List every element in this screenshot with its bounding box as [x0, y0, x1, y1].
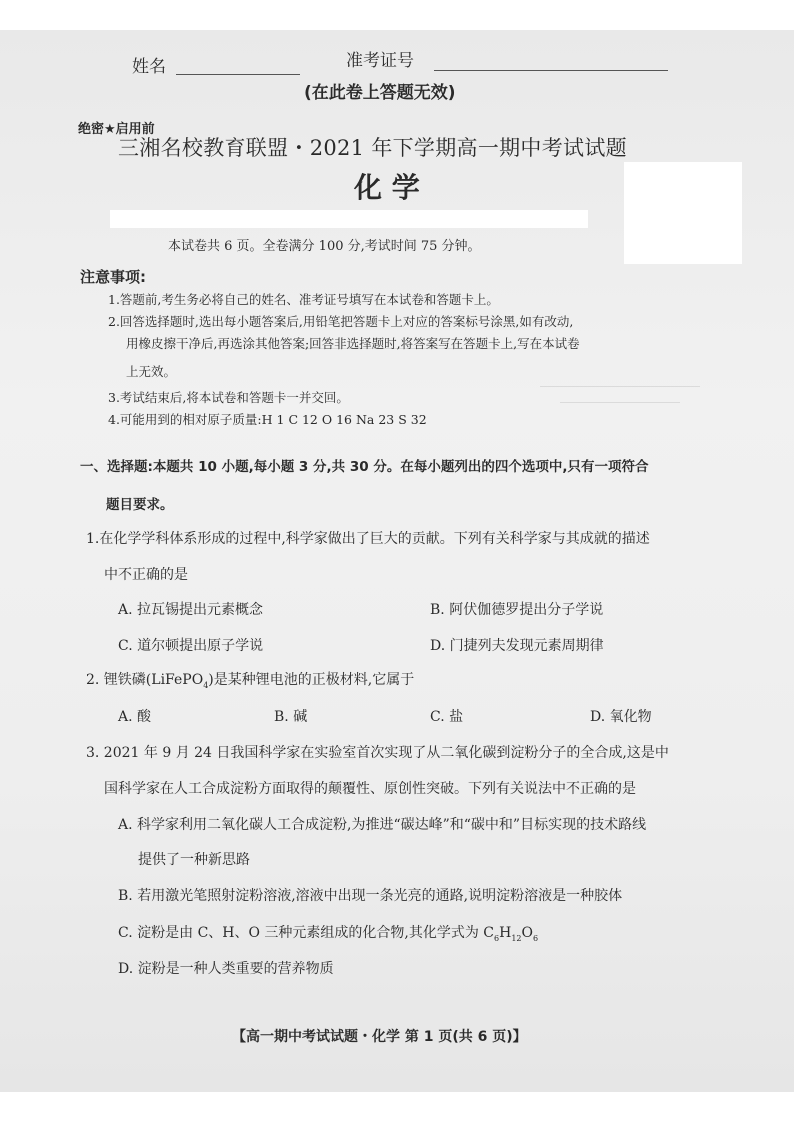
formula-subscript: 6 — [494, 933, 500, 943]
q1-stem: 1.在化学学科体系形成的过程中,科学家做出了巨大的贡献。下列有关科学家与其成就的描述 — [86, 531, 650, 547]
bleed-through-line — [560, 402, 680, 403]
formula-subscript: 12 — [511, 933, 522, 943]
q3-option-b: B. 若用激光笔照射淀粉溶液,溶液中出现一条光亮的通路,说明淀粉溶液是一种胶体 — [118, 888, 623, 904]
formula-element: H — [499, 925, 512, 941]
section-heading-cont: 题目要求。 — [106, 497, 174, 513]
q2-stem — [86, 669, 414, 690]
page-footer: 【高一期中考试试题・化学 第 1 页(共 6 页)】 — [232, 1029, 527, 1045]
q2-option-a: A. 酸 — [118, 709, 152, 725]
exam-id-blank — [434, 70, 668, 71]
q1-option-a: A. 拉瓦锡提出元素概念 — [118, 602, 264, 618]
q2-option-d: D. 氧化物 — [590, 709, 652, 725]
redacted-box — [624, 162, 742, 264]
q3-option-a: A. 科学家利用二氧化碳人工合成淀粉,为推进“碳达峰”和“碳中和”目标实现的技术路线 — [118, 817, 647, 833]
q2-option-b: B. 碱 — [274, 709, 308, 725]
redacted-strip — [110, 210, 588, 228]
invalid-note: (在此卷上答题无效) — [304, 83, 456, 103]
q2-stem-text: 2. 锂铁磷(LiFePO — [86, 672, 204, 688]
exam-paper — [0, 30, 794, 1092]
q1-option-d: D. 门捷列夫发现元素周期律 — [430, 638, 604, 654]
q1-stem-cont: 中不正确的是 — [104, 567, 188, 583]
q2-option-c: C. 盐 — [430, 709, 464, 725]
notice-item: 1.答题前,考生务必将自己的姓名、准考证号填写在本试卷和答题卡上。 — [108, 292, 499, 307]
notice-item: 2.回答选择题时,选出每小题答案后,用铅笔把答题卡上对应的答案标号涂黑,如有改动, — [108, 314, 574, 329]
q3-option-c — [118, 922, 538, 943]
notice-item: 用橡皮擦干净后,再选涂其他答案;回答非选择题时,将答案写在答题卡上,写在本试卷 — [126, 336, 580, 351]
name-blank — [176, 74, 300, 75]
formula-subscript: 6 — [533, 933, 539, 943]
intro-text: 本试卷共 6 页。全卷满分 100 分,考试时间 75 分钟。 — [168, 239, 481, 254]
exam-id-label: 准考证号 — [346, 51, 414, 71]
notice-heading: 注意事项: — [80, 268, 146, 286]
q3-option-d: D. 淀粉是一种人类重要的营养物质 — [118, 961, 334, 977]
q3-option-a-cont: 提供了一种新思路 — [138, 852, 250, 868]
secret-label: 绝密★启用前 — [78, 122, 155, 137]
q3-stem: 3. 2021 年 9 月 24 日我国科学家在实验室首次实现了从二氧化碳到淀粉分子的全合成,这是中 — [86, 745, 669, 761]
subject-title: 化 学 — [354, 171, 420, 204]
q3-stem-cont: 国科学家在人工合成淀粉方面取得的颠覆性、原创性突破。下列有关说法中不正确的是 — [104, 781, 636, 797]
notice-item: 上无效。 — [126, 364, 177, 379]
bleed-through-line — [540, 386, 700, 387]
q3-option-c-text: C. 淀粉是由 C、H、O 三种元素组成的化合物,其化学式为 C — [118, 925, 495, 941]
q1-option-b: B. 阿伏伽德罗提出分子学说 — [430, 602, 604, 618]
notice-item: 4.可能用到的相对原子质量:H 1 C 12 O 16 Na 23 S 32 — [108, 412, 427, 427]
section-heading: 一、选择题:本题共 10 小题,每小题 3 分,共 30 分。在每小题列出的四个选项中,只有一项符合 — [80, 459, 649, 475]
q2-formula-subscript: 4 — [203, 680, 209, 690]
q2-stem-text-cont: )是某种锂电池的正极材料,它属于 — [208, 672, 415, 688]
formula-element: O — [521, 925, 534, 941]
name-label: 姓名 — [132, 57, 166, 77]
q1-option-c: C. 道尔顿提出原子学说 — [118, 638, 264, 654]
exam-title: 三湘名校教育联盟・2021 年下学期高一期中考试试题 — [118, 136, 627, 160]
notice-item: 3.考试结束后,将本试卷和答题卡一并交回。 — [108, 390, 349, 405]
